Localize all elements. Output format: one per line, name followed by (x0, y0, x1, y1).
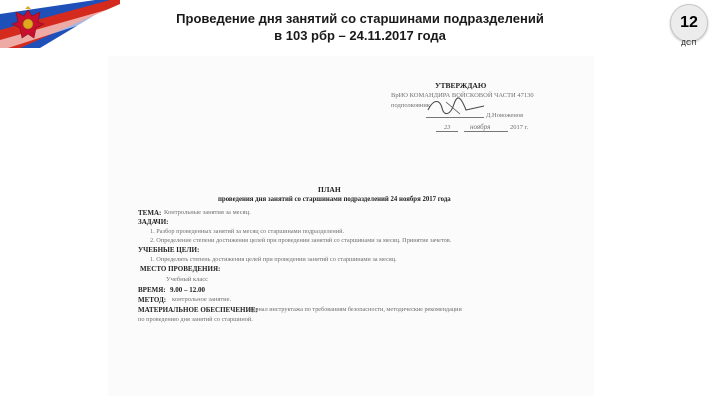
date-day-underline (436, 131, 458, 132)
theme-label: ТЕМА: (138, 209, 162, 217)
materials-label: МАТЕРИАЛЬНОЕ ОБЕСПЕЧЕНИЕ: (138, 306, 258, 314)
method-label: МЕТОД: (138, 296, 167, 304)
task-item-2: 2. Определение степени достижения целей при проведении занятий со старшинами за месяц. Принятие зачетов. (150, 237, 452, 244)
plan-subtitle: проведения дня занятий со старшинами подразделений 24 ноября 2017 года (218, 196, 451, 203)
time-value: 9.00 – 12.00 (170, 286, 205, 294)
approval-position-line-1: ВрИО КОМАНДИРА ВОЙСКОВОЙ ЧАСТИ 47130 (391, 92, 534, 99)
approval-name: Д.Новоженов (486, 112, 524, 119)
page-number-badge: 12 (670, 4, 708, 42)
approval-heading: УТВЕРЖДАЮ (435, 81, 487, 90)
approval-date-day: 23 (444, 124, 451, 131)
task-item-1: 1. Разбор проведенных занятий за месяц со старшинами подразделений. (150, 228, 345, 235)
theme-value: Контрольные занятия за месяц. (164, 209, 251, 216)
plan-title: ПЛАН (318, 185, 341, 194)
double-headed-eagle-emblem-icon (8, 4, 48, 44)
classification-label: ДСП (681, 40, 697, 47)
method-value: контрольное занятие. (172, 296, 232, 303)
time-label: ВРЕМЯ: (138, 286, 166, 294)
goals-label: УЧЕБНЫЕ ЦЕЛИ: (138, 246, 200, 254)
date-month-underline (464, 131, 508, 132)
slide-title-line-1: Проведение дня занятий со старшинами подразделений (176, 11, 544, 26)
approval-date-month: ноября (470, 123, 491, 131)
materials-line-2: по проведению дня занятий со старшиной. (138, 316, 253, 323)
place-label: МЕСТО ПРОВЕДЕНИЯ: (140, 265, 221, 273)
tasks-label: ЗАДАЧИ: (138, 218, 169, 226)
scanned-document (108, 56, 594, 396)
materials-line-1: журнал инструктажа по требованиям безопасности, методические рекомендации (248, 306, 462, 313)
approval-date-year: 2017 г. (510, 124, 529, 131)
slide-title-line-2: в 103 рбр – 24.11.2017 года (274, 28, 446, 43)
place-value: Учебный класс (166, 276, 209, 283)
signature-line (426, 117, 484, 118)
slide-title (140, 10, 580, 44)
approval-position-line-2: подполковник (391, 102, 430, 109)
goal-item-1: 1. Определить степень достижения целей при проведении занятий со старшинами за месяц. (150, 256, 397, 263)
handwritten-signature (426, 96, 486, 118)
